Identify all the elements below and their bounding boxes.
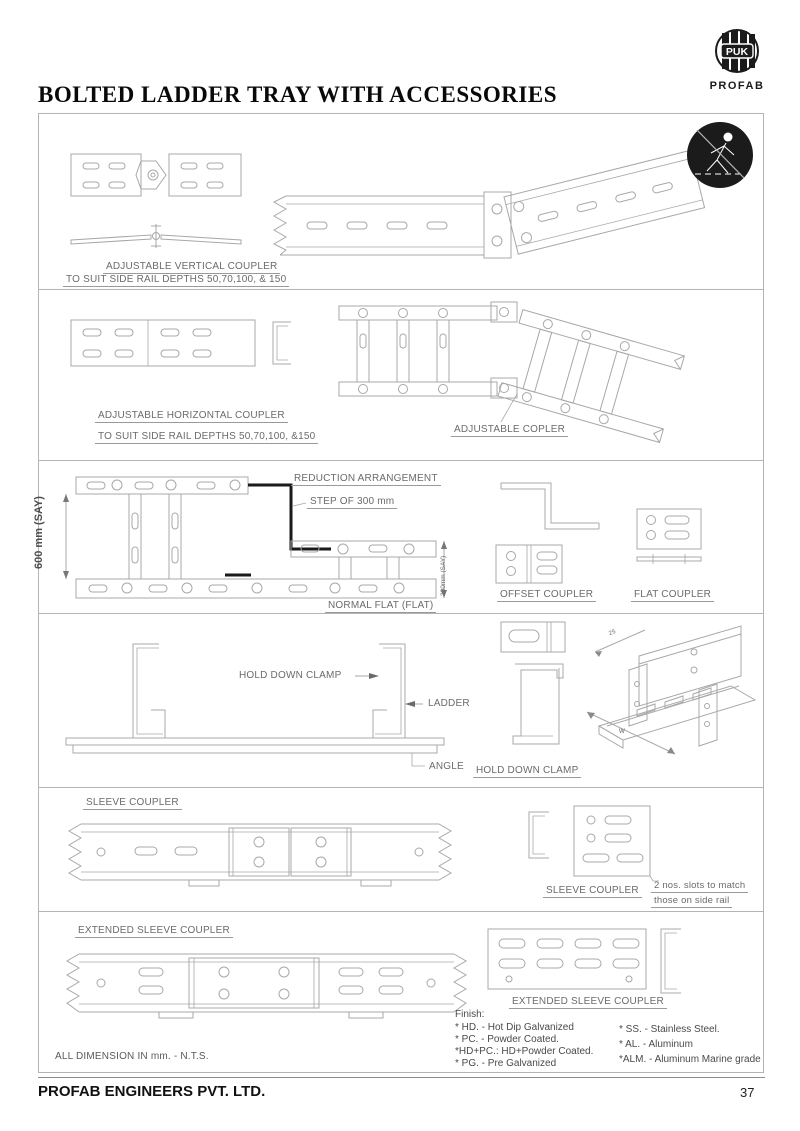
finish-title: Finish: bbox=[455, 1009, 485, 1020]
sleeve-note-line2: those on side rail bbox=[651, 895, 732, 908]
hold-down-clamp-label: HOLD DOWN CLAMP bbox=[473, 765, 581, 778]
footer-company: PROFAB ENGINEERS PVT. LTD. bbox=[38, 1083, 266, 1100]
reduction-title: REDUCTION ARRANGEMENT bbox=[291, 473, 441, 486]
offset-coupler-label: OFFSET COUPLER bbox=[497, 589, 596, 602]
finish-hdpc: *HD+PC.: HD+Powder Coated. bbox=[455, 1046, 594, 1057]
dim-25: 25 bbox=[608, 628, 617, 638]
sleeve-coupler-label2: SLEEVE COUPLER bbox=[543, 885, 642, 898]
extended-sleeve-label: EXTENDED SLEEVE COUPLER bbox=[75, 925, 233, 938]
step-label: STEP OF 300 mm bbox=[307, 496, 397, 509]
dim-300mm: 300mm (SAY) bbox=[440, 555, 447, 596]
puk-logo bbox=[706, 28, 768, 92]
horizontal-coupler-label-line1: ADJUSTABLE HORIZONTAL COUPLER bbox=[95, 410, 288, 423]
finish-ss: * SS. - Stainless Steel. bbox=[619, 1024, 720, 1035]
finish-al: * AL. - Aluminum bbox=[619, 1039, 693, 1050]
section-horizontal-coupler bbox=[38, 289, 764, 461]
angle-callout: ANGLE bbox=[429, 761, 464, 772]
normal-flat-label: NORMAL FLAT (FLAT) bbox=[325, 600, 436, 613]
section-sleeve-coupler bbox=[38, 787, 764, 912]
logo-subtext: PROFAB bbox=[709, 80, 765, 92]
footer-divider bbox=[38, 1077, 765, 1078]
flat-coupler-label: FLAT COUPLER bbox=[631, 589, 714, 602]
page-title: BOLTED LADDER TRAY WITH ACCESSORIES bbox=[38, 82, 557, 107]
hold-down-clamp-callout: HOLD DOWN CLAMP bbox=[239, 670, 342, 681]
finish-hd: * HD. - Hot Dip Galvanized bbox=[455, 1022, 574, 1033]
svg-text:PUK: PUK bbox=[725, 46, 749, 58]
section-extended-sleeve bbox=[38, 911, 764, 1073]
vertical-coupler-label-line2: TO SUIT SIDE RAIL DEPTHS 50,70,100, & 150 bbox=[63, 274, 289, 287]
dim-w: w bbox=[619, 726, 625, 735]
finish-alm: *ALM. - Aluminum Marine grade bbox=[619, 1054, 761, 1065]
section-hold-down-clamp bbox=[38, 613, 764, 788]
adjustable-copler-label: ADJUSTABLE COPLER bbox=[451, 424, 568, 437]
section-vertical-coupler bbox=[38, 113, 764, 290]
horizontal-coupler-label-line2: TO SUIT SIDE RAIL DEPTHS 50,70,100, &150 bbox=[95, 431, 318, 444]
dim-600mm: 600 mm (SAY) bbox=[33, 496, 45, 569]
puk-logo-icon bbox=[714, 28, 760, 74]
extended-sleeve-label2: EXTENDED SLEEVE COUPLER bbox=[509, 996, 667, 1009]
page-number: 37 bbox=[740, 1085, 755, 1100]
dimension-note: ALL DIMENSION IN mm. - N.T.S. bbox=[55, 1051, 209, 1062]
finish-pg: * PG. - Pre Galvanized bbox=[455, 1058, 557, 1069]
sleeve-coupler-label: SLEEVE COUPLER bbox=[83, 797, 182, 810]
no-walking-on-tray-icon bbox=[687, 122, 753, 188]
hold-down-clamp-drawing bbox=[39, 614, 763, 787]
section-reduction bbox=[33, 460, 764, 614]
vertical-coupler-label-line1: ADJUSTABLE VERTICAL COUPLER bbox=[103, 261, 280, 274]
sleeve-note-line1: 2 nos. slots to match bbox=[651, 880, 748, 893]
ladder-callout: LADDER bbox=[428, 698, 470, 709]
finish-pc: * PC. - Powder Coated. bbox=[455, 1034, 559, 1045]
